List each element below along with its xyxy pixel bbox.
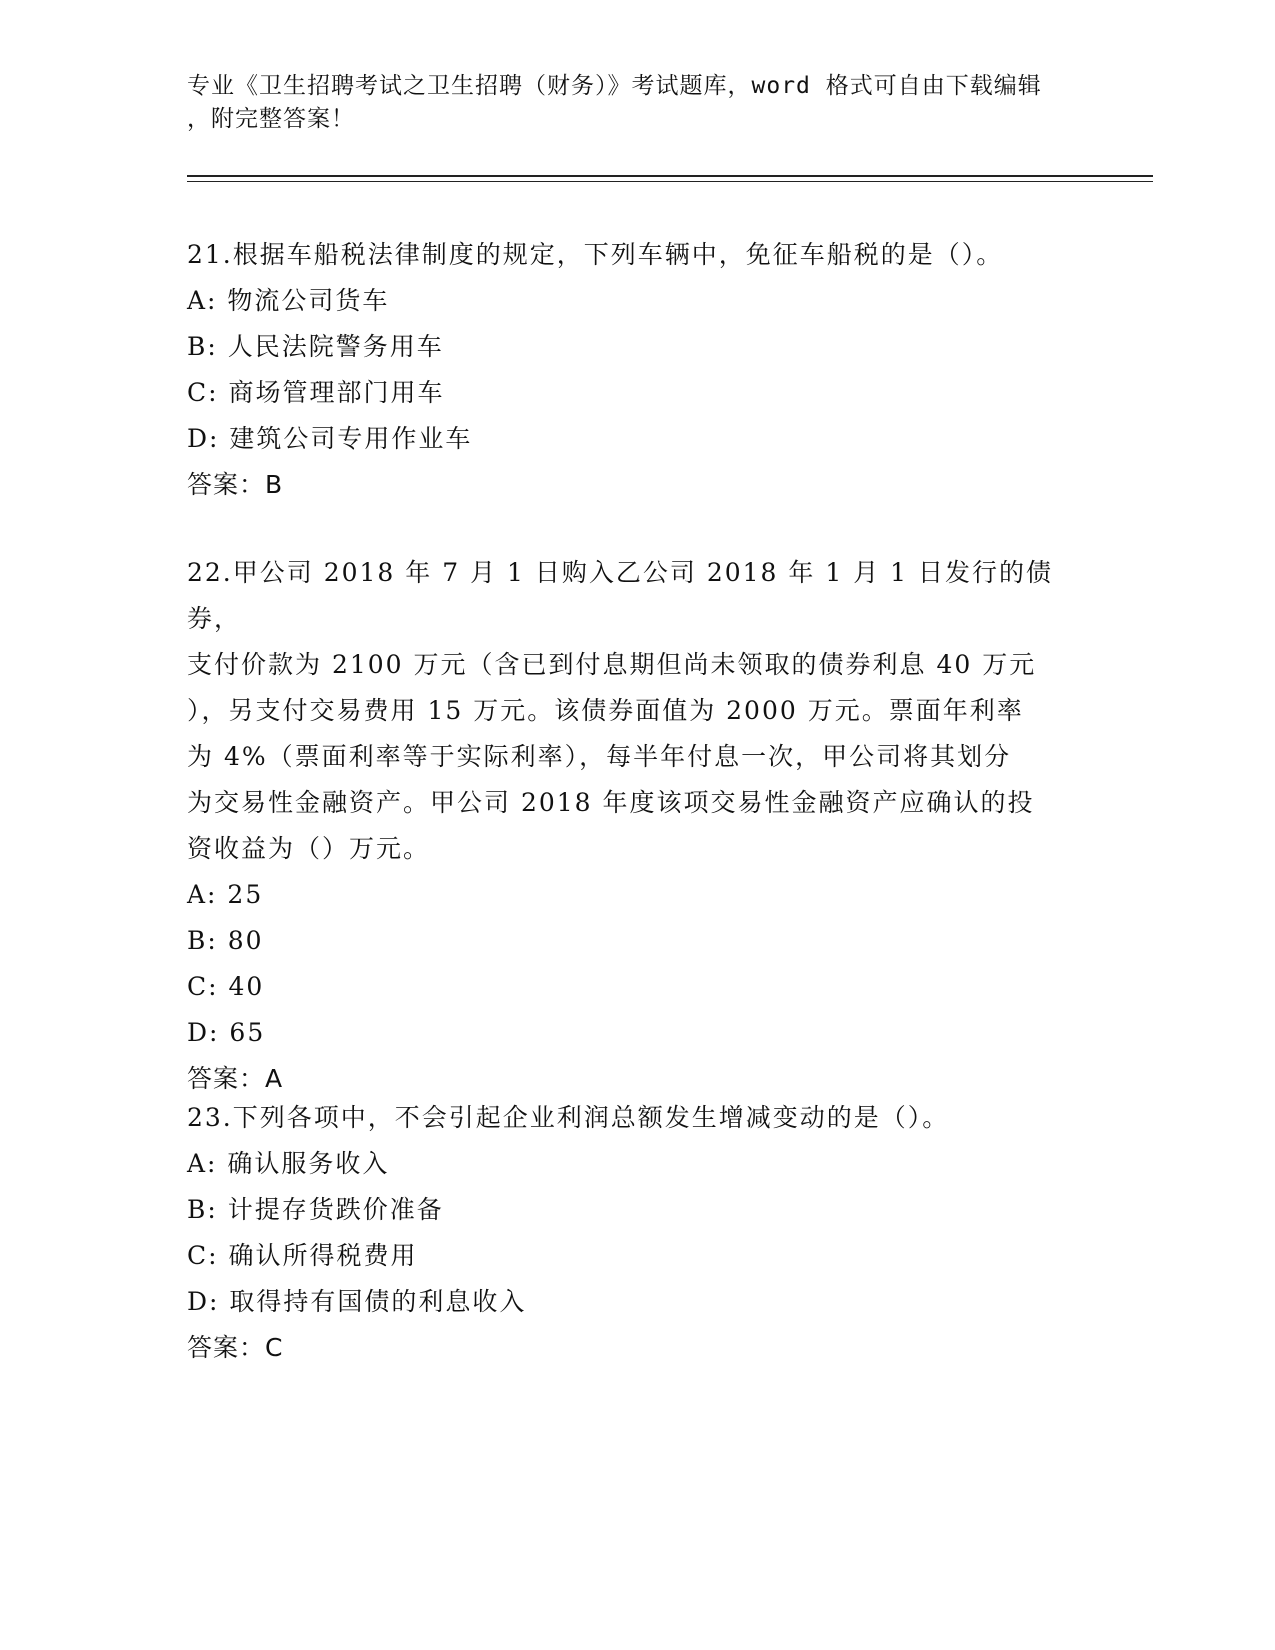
header-line-1: 专业《卫生招聘考试之卫生招聘（财务）》考试题库，word 格式可自由下载编辑 [187, 73, 1042, 99]
question-stem-line: 为交易性金融资产。甲公司 2018 年度该项交易性金融资产应确认的投 [187, 788, 1035, 817]
question-stem-line: ），另支付交易费用 15 万元。该债券面值为 2000 万元。票面年利率 [187, 696, 1024, 725]
option-b: B: 80 [187, 926, 264, 955]
answer-label: 答案：A [187, 1064, 284, 1093]
question-stem: 23.下列各项中，不会引起企业利润总额发生增减变动的是（）。 [187, 1103, 950, 1132]
option-a: A: 25 [187, 880, 264, 909]
option-b: B: 计提存货跌价准备 [187, 1195, 444, 1224]
question-23 [187, 1095, 1087, 1371]
header-divider-thin [187, 181, 1153, 182]
answer-label: 答案：B [187, 470, 284, 499]
option-a: A: 确认服务收入 [187, 1149, 390, 1178]
option-d: D: 取得持有国债的利息收入 [187, 1287, 527, 1316]
header-line-2: ，附完整答案！ [187, 106, 355, 132]
answer-label: 答案：C [187, 1333, 284, 1362]
question-stem-line: 支付价款为 2100 万元（含已到付息期但尚未领取的债券利息 40 万元 [187, 650, 1037, 679]
question-21 [187, 232, 1087, 508]
option-c: C: 商场管理部门用车 [187, 378, 445, 407]
document-header [187, 70, 1067, 136]
option-b: B: 人民法院警务用车 [187, 332, 444, 361]
question-stem: 21.根据车船税法律制度的规定，下列车辆中，免征车船税的是（）。 [187, 240, 1004, 269]
option-c: C: 40 [187, 972, 265, 1001]
header-divider-thick [187, 175, 1153, 177]
option-d: D: 建筑公司专用作业车 [187, 424, 473, 453]
option-a: A: 物流公司货车 [187, 286, 390, 315]
option-d: D: 65 [187, 1018, 266, 1047]
question-22 [187, 550, 1087, 1102]
option-c: C: 确认所得税费用 [187, 1241, 418, 1270]
question-stem-line: 22.甲公司 2018 年 7 月 1 日购入乙公司 2018 年 1 月 1 日发行的债券， [187, 558, 1053, 633]
question-stem-line: 资收益为（）万元。 [187, 834, 431, 863]
question-stem-line: 为 4%（票面利率等于实际利率），每半年付息一次，甲公司将其划分 [187, 742, 1012, 771]
